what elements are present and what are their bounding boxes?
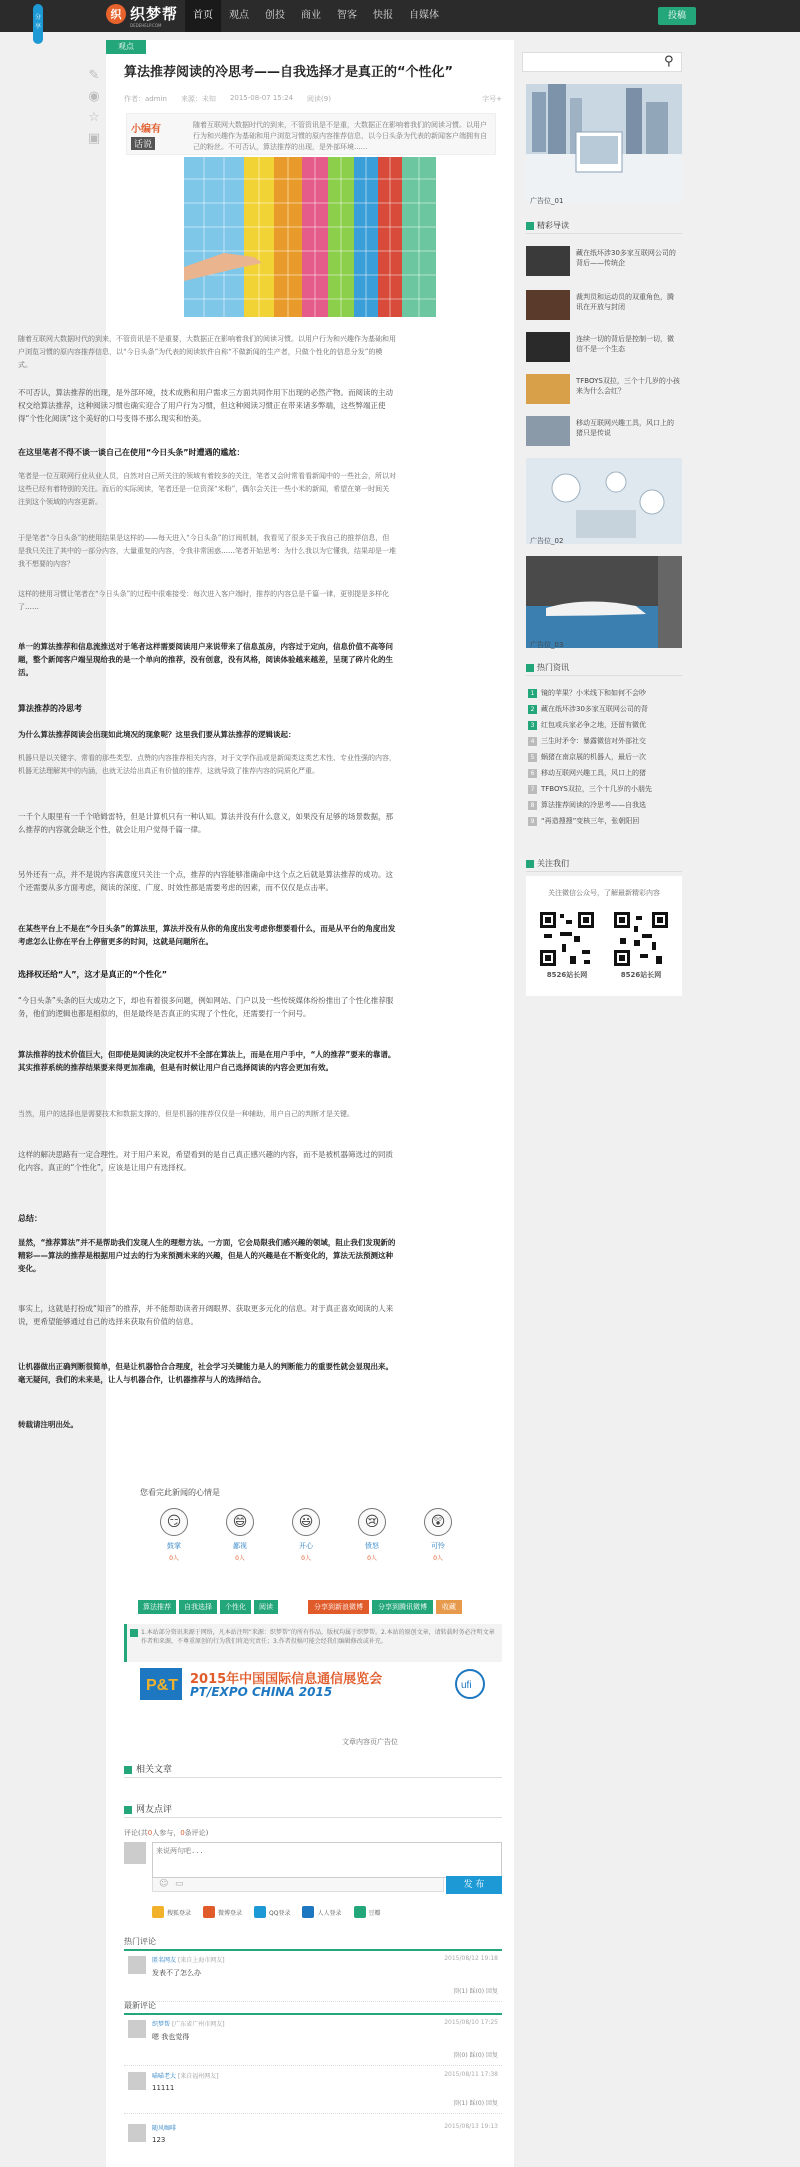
hero-image bbox=[184, 157, 436, 317]
hot-news-item[interactable] bbox=[528, 752, 680, 762]
sohu-login-button[interactable] bbox=[152, 1906, 191, 1918]
picks-title: 精彩导读 bbox=[537, 221, 569, 230]
author-location: [来自上海市网友] bbox=[177, 1957, 225, 1964]
comments-header bbox=[124, 1802, 502, 1818]
mood-angry[interactable] bbox=[356, 1508, 388, 1562]
svg-text:P&T: P&T bbox=[146, 1677, 178, 1694]
nav-item-opinion[interactable]: 观点 bbox=[229, 10, 249, 21]
reprint-note: 转载请注明出处。 bbox=[18, 1420, 78, 1429]
summary-heading: 总结： bbox=[18, 1214, 42, 1223]
share-tencent-button[interactable]: 分享到腾讯微博 bbox=[372, 1600, 433, 1614]
comments-title: 网友点评 bbox=[136, 1805, 173, 1815]
latest-comments-title: 最新评论 bbox=[124, 2000, 502, 2015]
hot-news-item[interactable] bbox=[528, 816, 680, 826]
image-icon[interactable]: ▭ bbox=[175, 1879, 184, 1889]
banner-subtitle: PT/EXPO CHINA 2015 bbox=[190, 1685, 333, 1699]
comment-author[interactable] bbox=[152, 2123, 176, 2132]
qq-icon bbox=[254, 1906, 266, 1918]
comment-textarea[interactable] bbox=[152, 1842, 502, 1878]
rank-badge: 8 bbox=[528, 801, 537, 810]
mood-title: 您看完此新闻的心情是 bbox=[140, 1488, 220, 1497]
pick-item[interactable] bbox=[526, 332, 682, 362]
paragraph-11: 一千个人眼里有一千个哈姆雷特，但是计算机只有一种认知。算法并没有什么意义，如果没有足够的场景数据，那么推荐的内容就会缺乏个性，就会让用户觉得千篇一律。 bbox=[18, 812, 393, 834]
hot-news-item[interactable] bbox=[528, 720, 680, 730]
comment-time: 2015/08/10 17:25 bbox=[444, 2019, 498, 2026]
comment-time: 2015/08/11 17:38 bbox=[444, 2071, 498, 2078]
logo-text: 织梦帮 bbox=[130, 5, 179, 23]
article-meta bbox=[124, 94, 502, 104]
pity-face-icon: 😲 bbox=[424, 1508, 452, 1536]
paragraph-16: 算法推荐的技术价值巨大，但即使是阅读的决定权并不全部在算法上，而是在用户手中，“人的推荐”要来的靠谱。其实推荐系统的推荐结果要来得更加准确，但是有时候让用户自己选择阅读的内容会更加有效。 bbox=[18, 1050, 396, 1072]
paragraph-4: 笔者是一位互联网行业从业人员，自然对自己所关注的领域有着较多的关注，笔者又会时常看看新闻中的一些社会，所以对这些已经有着特别的关注。而后的实际阅读，笔者还是一位资深“米粉”，偶尔会关注一些小米的新闻，希望在第一时间关注到这个领域的内容更新。 bbox=[18, 472, 396, 506]
editor-badge bbox=[131, 120, 181, 150]
nav-item-venture[interactable]: 创投 bbox=[265, 10, 285, 21]
qr-code-icon bbox=[538, 910, 596, 968]
count-prefix: 评论(共 bbox=[124, 1829, 148, 1837]
comment-avatar bbox=[128, 2072, 146, 2090]
follow-tip: 关注微信公众号，了解最新精彩内容 bbox=[548, 889, 660, 897]
renren-login-button[interactable] bbox=[302, 1906, 341, 1918]
related-header bbox=[124, 1762, 502, 1778]
paragraph-7: 单一的算法推荐和信息流推送对于笔者这样需要阅读用户来说带来了信息茧房，内容过于定向，信息价值不高等问题，整个新闻客户端呈现给我的是一个单向的推荐，没有创意，没有风格，阅读体验越来越差，呈现了碎片化的生活。 bbox=[18, 642, 393, 677]
social-label: QQ登录 bbox=[269, 1909, 291, 1917]
pick-item[interactable] bbox=[526, 374, 682, 404]
renren-icon bbox=[302, 1906, 314, 1918]
tag-item[interactable]: 个性化 bbox=[220, 1600, 251, 1614]
chat-icon[interactable]: ◉ bbox=[88, 89, 100, 104]
hot-news-header bbox=[526, 662, 682, 676]
mood-applause[interactable] bbox=[158, 1508, 190, 1562]
editor-note bbox=[126, 113, 496, 155]
comment-toolbar bbox=[152, 1878, 444, 1892]
count-people: 0 bbox=[147, 1829, 153, 1837]
count-suffix: 条评论) bbox=[184, 1829, 209, 1837]
section-bar-icon bbox=[526, 860, 534, 868]
section-heading-2: 选择权还给“人”，这才是真正的“个性化” bbox=[18, 970, 168, 979]
follow-box bbox=[526, 876, 682, 996]
comment-icon[interactable]: ✎ bbox=[88, 68, 100, 83]
mood-count: 0人 bbox=[235, 1555, 245, 1562]
rank-badge: 4 bbox=[528, 737, 537, 746]
count-mid: 人参与， bbox=[152, 1829, 181, 1837]
section-heading-1: 算法推荐的冷思考 bbox=[18, 704, 82, 713]
mood-count: 0人 bbox=[367, 1555, 377, 1562]
network-photo bbox=[526, 458, 682, 544]
comment-time: 2015/08/12 19:18 bbox=[444, 1955, 498, 1962]
nav-item-smart[interactable]: 智客 bbox=[337, 10, 357, 21]
applause-face-icon: 😏 bbox=[160, 1508, 188, 1536]
mood-happy[interactable] bbox=[290, 1508, 322, 1562]
comment-avatar bbox=[128, 1956, 146, 1974]
qr-label: 8526站长网 bbox=[620, 971, 662, 979]
paragraph-20: 显然，“推荐算法”并不是帮助我们发现人生的理想方法。一方面，它会局限我们感兴趣的领域，阻止我们发现新的精彩——算法的推荐是根据用户过去的行为来预测未来的兴趣，但是人的兴趣是在不断变化的，算法无法预测这种变化。 bbox=[18, 1238, 396, 1273]
pick-item[interactable] bbox=[526, 416, 682, 446]
comment-author[interactable] bbox=[152, 2071, 219, 2080]
favorite-button[interactable]: 收藏 bbox=[436, 1600, 462, 1614]
ad-caption-3: 广告位_03 bbox=[530, 641, 564, 649]
paragraph-22: 让机器做出正确判断很简单，但是让机器恰合合理度，社会学习关键能力是人的判断能力的重要性就会显现出来。毫无疑问，我们的未来是，让人与机器合作，让机器推荐与人的选择结合。 bbox=[18, 1362, 393, 1384]
rank-badge: 1 bbox=[528, 689, 537, 698]
paragraph-13: 在某些平台上不是在“今日头条”的算法里，算法并没有从你的角度出发考虑你想要看什么，而是从平台的角度出发考虑怎么让你在平台上停留更多的时间，这就是问题所在。 bbox=[18, 924, 396, 946]
paragraph-12: 另外还有一点，并不是说内容满意度只关注一个点，推荐的内容能够准确命中这个点之后就是算法推荐的成功。这个还需要从多方面考虑，阅读的深度、广度、时效性都是需要考虑的因素，而不仅仅是点击率。 bbox=[18, 870, 393, 892]
social-label: 搜狐登录 bbox=[167, 1909, 192, 1917]
hot-news-text: 移动互联网兴趣工具，风口上的猪 bbox=[541, 769, 646, 777]
comment-item bbox=[124, 1952, 502, 2002]
font-size-toggle[interactable]: 字号+ bbox=[482, 95, 502, 103]
mood-label: 可怜 bbox=[431, 1542, 445, 1550]
comment-actions[interactable]: 顶(1) 踩(0) 回复 bbox=[453, 1988, 498, 1995]
article-title: 算法推荐阅读的冷思考——自我选择才是真正的“个性化” bbox=[124, 65, 454, 80]
rank-badge: 6 bbox=[528, 769, 537, 778]
comment-avatar bbox=[128, 2124, 146, 2142]
search-icon[interactable]: ⚲ bbox=[664, 54, 674, 69]
mood-label: 鼓掌 bbox=[167, 1542, 181, 1550]
social-label: 豆瓣 bbox=[368, 1909, 381, 1917]
paragraph-3: 在这里笔者不得不谈一谈自己在使用“今日头条”时遭遇的尴尬： bbox=[18, 448, 245, 457]
qr-graphic bbox=[538, 910, 596, 968]
happy-face-icon: 😃 bbox=[292, 1508, 320, 1536]
pick-thumbnail bbox=[526, 246, 570, 276]
nav-item-media[interactable]: 自媒体 bbox=[409, 10, 439, 21]
hot-news-text: “再造搜搜”变核三年，张朝阳回 bbox=[541, 817, 640, 825]
hot-news-text: TFBOYS双拉，三个十几岁的小朋先 bbox=[541, 785, 652, 793]
ad-caption-1: 广告位_01 bbox=[530, 197, 564, 205]
social-login bbox=[152, 1906, 381, 1918]
comment-count bbox=[124, 1828, 208, 1838]
author-location: [广东省广州市网友] bbox=[171, 2021, 225, 2028]
hot-news-text: 算法推荐阅读的冷思考——自我选 bbox=[541, 801, 646, 809]
rank-badge: 7 bbox=[528, 785, 537, 794]
logo-subtitle: DEDEHELP.COM bbox=[130, 23, 162, 28]
pick-thumbnail bbox=[526, 416, 570, 446]
pick-item[interactable] bbox=[526, 246, 682, 276]
despise-face-icon: 😄 bbox=[226, 1508, 254, 1536]
banner-title: 2015年中国国际信息通信展览会 bbox=[190, 1672, 383, 1687]
weibo-login-button[interactable] bbox=[203, 1906, 242, 1918]
weibo-icon bbox=[203, 1906, 215, 1918]
author-name: 随风咖啡 bbox=[152, 2125, 177, 2132]
pick-thumbnail bbox=[526, 290, 570, 320]
author-name: 喵喵老大 bbox=[152, 2073, 177, 2080]
hot-news-item[interactable] bbox=[528, 800, 680, 810]
mood-label: 鄙视 bbox=[233, 1542, 247, 1550]
mood-pity[interactable] bbox=[422, 1508, 454, 1562]
hot-news-item[interactable] bbox=[528, 768, 680, 778]
qr-graphic bbox=[612, 910, 670, 968]
nav-item-home[interactable]: 首页 bbox=[185, 0, 221, 32]
meta-source: 来源：未知 bbox=[180, 95, 216, 103]
nav-item-news[interactable]: 快报 bbox=[373, 10, 393, 21]
rank-badge: 9 bbox=[528, 817, 537, 826]
mood-despise[interactable] bbox=[224, 1508, 256, 1562]
pick-item[interactable] bbox=[526, 290, 682, 320]
share-buttons bbox=[308, 1600, 462, 1614]
hot-news-item[interactable] bbox=[528, 736, 680, 746]
paragraph-9: 为什么算法推荐阅读会出现如此境况的现象呢？这里我们要从算法推荐的逻辑谈起： bbox=[18, 730, 296, 739]
ad-image-3[interactable] bbox=[526, 556, 682, 648]
douban-icon bbox=[354, 1906, 366, 1918]
meta-views: 阅读(9) bbox=[307, 95, 331, 103]
editor-badge-line1: 小编有 bbox=[131, 124, 161, 135]
ad-caption-2: 广告位_02 bbox=[530, 537, 564, 545]
comment-avatar bbox=[128, 2020, 146, 2038]
follow-header bbox=[526, 858, 682, 872]
bookshelf-illustration bbox=[184, 157, 436, 317]
pick-thumbnail bbox=[526, 374, 570, 404]
comment-actions[interactable]: 顶(0) 踩(0) 回复 bbox=[453, 2052, 498, 2059]
mood-count: 0人 bbox=[433, 1555, 443, 1562]
section-bar-icon bbox=[526, 664, 534, 672]
hot-news-title: 热门资讯 bbox=[537, 663, 569, 672]
side-rail bbox=[86, 68, 104, 152]
share-rail-tab[interactable]: 分享 bbox=[33, 4, 43, 44]
paragraph-5: 于是笔者“今日头条”的使用结果是这样的——每天进入“今日头条”的订阅机制，我看见了很多关于我自己的推荐信息，但是我只关注了其中的一部分内容，大量重复的内容，令我非常困惑……笔者开始思考：为什么我以为它懂我，结果却是一堆我不想要的内容？ bbox=[18, 534, 396, 568]
pick-title: 裁判员和运动员的双重角色，腾讯在开放与封闭 bbox=[576, 293, 674, 311]
editor-badge-line2: 话说 bbox=[131, 137, 155, 150]
qr-label: 8526站长网 bbox=[546, 971, 588, 979]
city-park-photo bbox=[526, 84, 682, 202]
editor-note-text: 随着互联网大数据时代的到来，不管资讯是不是重，大数据正在影响着我们的阅读习惯。以用户行为和兴趣作为基础和用户浏览习惯的原内容推荐信息，以今日头条为代表的新闻客户端拥有自己的粉丝。不可否认，算法推荐的出现，是外部环境...... bbox=[193, 121, 487, 151]
ad-image-2[interactable] bbox=[526, 458, 682, 544]
copyright-notice bbox=[124, 1624, 502, 1662]
hot-news-item[interactable] bbox=[528, 688, 680, 698]
notice-icon bbox=[130, 1629, 138, 1637]
swimmer-photo bbox=[526, 556, 682, 648]
hot-comments-title: 热门评论 bbox=[124, 1936, 502, 1951]
submit-post-button[interactable]: 投稿 bbox=[658, 7, 696, 25]
notice-text: 1.本站部分资讯来源于网络，凡本站注明“来源：织梦帮”的所有作品，版权均属于织梦帮。2.本站的原创文章，请转载时务必注明文章作者和来源，不尊重原创的行为我们将追究责任；3.作者投稿可能会经我们编辑修改或补充。 bbox=[141, 1629, 495, 1645]
mood-count: 0人 bbox=[301, 1555, 311, 1562]
hot-news-text: 蜗猪在南京展的机器人，最后一次 bbox=[541, 753, 646, 761]
paragraph-1: 随着互联网大数据时代的到来，不管资讯是不是重要，大数据正在影响着我们的阅读习惯。以用户行为和兴趣作为基础和用户浏览习惯的原内容推荐信息，以“今日头条”为代表的阅读软件自称“不做新闻的生产者，只做个性化的信息分发”的模式。 bbox=[18, 335, 396, 369]
paragraph-2: 不可否认，算法推荐的出现，是外部环境，技术成熟和用户需求三方面共同作用下出现的必然产物。而阅读的主动权交给算法推荐，这种阅读习惯也确实迎合了用户行为习惯，但这种阅读习惯正在带来诸多弊端，这些弊端正使得“个性化阅读”这个美好的口号变得不那么现实和怡美。 bbox=[18, 388, 393, 423]
comment-text: 发表不了怎么办 bbox=[152, 1969, 201, 1977]
sohu-icon bbox=[152, 1906, 164, 1918]
hot-news-text: 镜的苹果？小米线下和如何不会吵 bbox=[541, 689, 646, 697]
comment-text: 嗯 我也觉得 bbox=[152, 2033, 190, 2041]
paragraph-18: 这样的解决思路有一定合理性。对于用户来说，希望看到的是自己真正感兴趣的内容，而不是被机器筛选过的同质化内容。真正的“个性化”，应该是让用户有选择权。 bbox=[18, 1150, 393, 1172]
pick-title: TFBOYS双拉，三个十几岁的小孩来为什么会红？ bbox=[576, 377, 680, 395]
social-label: 人人登录 bbox=[317, 1909, 342, 1917]
section-bar-icon bbox=[124, 1806, 132, 1814]
section-bar-icon bbox=[124, 1766, 132, 1774]
count-num: 0 bbox=[180, 1829, 185, 1837]
comment-item bbox=[124, 2016, 502, 2066]
mood-count: 0人 bbox=[169, 1555, 179, 1562]
comment-item bbox=[124, 2120, 502, 2160]
meta-date: 2015-08-07 15:24 bbox=[229, 94, 294, 102]
expo-banner[interactable] bbox=[140, 1666, 492, 1702]
comment-time: 2015/08/13 19:13 bbox=[444, 2123, 498, 2130]
favorite-icon[interactable]: ☆ bbox=[88, 110, 100, 125]
tag-item[interactable]: 阅读 bbox=[254, 1600, 278, 1614]
hot-news-text: 藏在纸坏涉30多家互联网公司的背 bbox=[541, 705, 648, 713]
send-comment-button[interactable]: 发 布 bbox=[446, 1876, 502, 1894]
svg-text:ufi: ufi bbox=[461, 1680, 472, 1691]
pick-title: 移动互联网兴趣工具，风口上的猪只是传说 bbox=[576, 419, 674, 437]
pick-thumbnail bbox=[526, 332, 570, 362]
main-nav bbox=[185, 0, 447, 32]
picks-header bbox=[526, 220, 682, 234]
comment-item bbox=[124, 2068, 502, 2114]
paragraph-21: 事实上，这就是打扮成“知音”的推荐，并不能帮助读者开阔眼界、获取更多元化的信息。对于真正喜欢阅读的人来说，更希望能够通过自己的选择来获取有价值的信息。 bbox=[18, 1304, 394, 1326]
paragraph-17: 当然，用户的选择也是需要技术和数据支撑的，但是机器的推荐仅仅是一种辅助，用户自己的判断才是关键。 bbox=[18, 1110, 354, 1118]
douban-login-button[interactable] bbox=[354, 1906, 381, 1918]
author-name: 织梦帮 bbox=[152, 2021, 171, 2028]
hot-news-item[interactable] bbox=[528, 704, 680, 714]
hot-news-text: 红包或兵家必争之地，还留有微优 bbox=[541, 721, 646, 729]
qq-login-button[interactable] bbox=[254, 1906, 290, 1918]
user-avatar bbox=[124, 1842, 146, 1864]
top-navbar bbox=[0, 0, 800, 32]
comment-author[interactable] bbox=[152, 1955, 225, 1964]
category-label[interactable]: 观点 bbox=[106, 40, 146, 54]
mood-list bbox=[158, 1508, 454, 1562]
site-logo[interactable] bbox=[106, 3, 179, 28]
search-input[interactable] bbox=[522, 52, 682, 72]
tag-list bbox=[138, 1600, 278, 1614]
author-location: [来自福州网友] bbox=[177, 2073, 219, 2080]
meta-author: 作者：admin bbox=[124, 95, 167, 103]
comment-author[interactable] bbox=[152, 2019, 225, 2028]
share-weibo-button[interactable]: 分享到新浪微博 bbox=[308, 1600, 369, 1614]
emoji-icon[interactable]: ☺ bbox=[159, 1879, 169, 1889]
tag-item[interactable]: 自我选择 bbox=[179, 1600, 217, 1614]
comment-text: 123 bbox=[152, 2136, 166, 2144]
rank-badge: 3 bbox=[528, 721, 537, 730]
social-label: 微博登录 bbox=[218, 1909, 243, 1917]
related-title: 相关文章 bbox=[136, 1765, 173, 1775]
paragraph-6: 这样的使用习惯让笔者在“今日头条”的过程中很难接受：每次进入客户端时，推荐的内容总是千篇一律，更别提是多样化了…… bbox=[18, 590, 390, 611]
hot-news-item[interactable] bbox=[528, 784, 680, 794]
qr-code-icon bbox=[612, 910, 670, 968]
mood-label: 开心 bbox=[299, 1542, 313, 1550]
comment-actions[interactable]: 顶(1) 踩(0) 回复 bbox=[453, 2100, 498, 2107]
hot-news-text: 三生时矛令：暴露微信对外部社交 bbox=[541, 737, 646, 745]
print-icon[interactable]: ▣ bbox=[87, 131, 101, 146]
banner-ad-label: 文章内容页广告位 bbox=[342, 1738, 398, 1746]
comment-text: 11111 bbox=[152, 2084, 175, 2092]
angry-face-icon: 😢 bbox=[358, 1508, 386, 1536]
section-bar-icon bbox=[526, 222, 534, 230]
mood-label: 愤怒 bbox=[365, 1542, 379, 1550]
rank-badge: 5 bbox=[528, 753, 537, 762]
follow-title: 关注我们 bbox=[537, 859, 569, 868]
paragraph-15: “今日头条”头条的巨大成功之下，却也有着很多问题，例如网站、门户以及一些传统媒体纷纷推出了个性化推荐服务，他们的逻辑也都是相似的，但是最终是否真正的实现了个性化，还需要打一个问号。 bbox=[18, 996, 394, 1018]
tag-item[interactable]: 算法推荐 bbox=[138, 1600, 176, 1614]
nav-item-business[interactable]: 商业 bbox=[301, 10, 321, 21]
pick-title: 藏在纸坏涉30多家互联网公司的背后——传统企 bbox=[576, 249, 676, 267]
rank-badge: 2 bbox=[528, 705, 537, 714]
logo-icon: 织 bbox=[106, 4, 126, 24]
author-name: 匿名网友 bbox=[152, 1957, 177, 1964]
pick-title: 连续一切的背后是控制一切，微信不是一个生态 bbox=[576, 335, 674, 353]
paragraph-10: 机器只是以关键字、常看的那些类型、点赞的内容推荐相关内容，对于文学作品或是新闻类这类艺术性、专业性强的内容，机器无法理解其中的内涵，也就无法给出真正有价值的推荐，这就导致了推荐内容的同质化严重。 bbox=[18, 754, 396, 775]
ad-image-1[interactable] bbox=[526, 84, 682, 202]
